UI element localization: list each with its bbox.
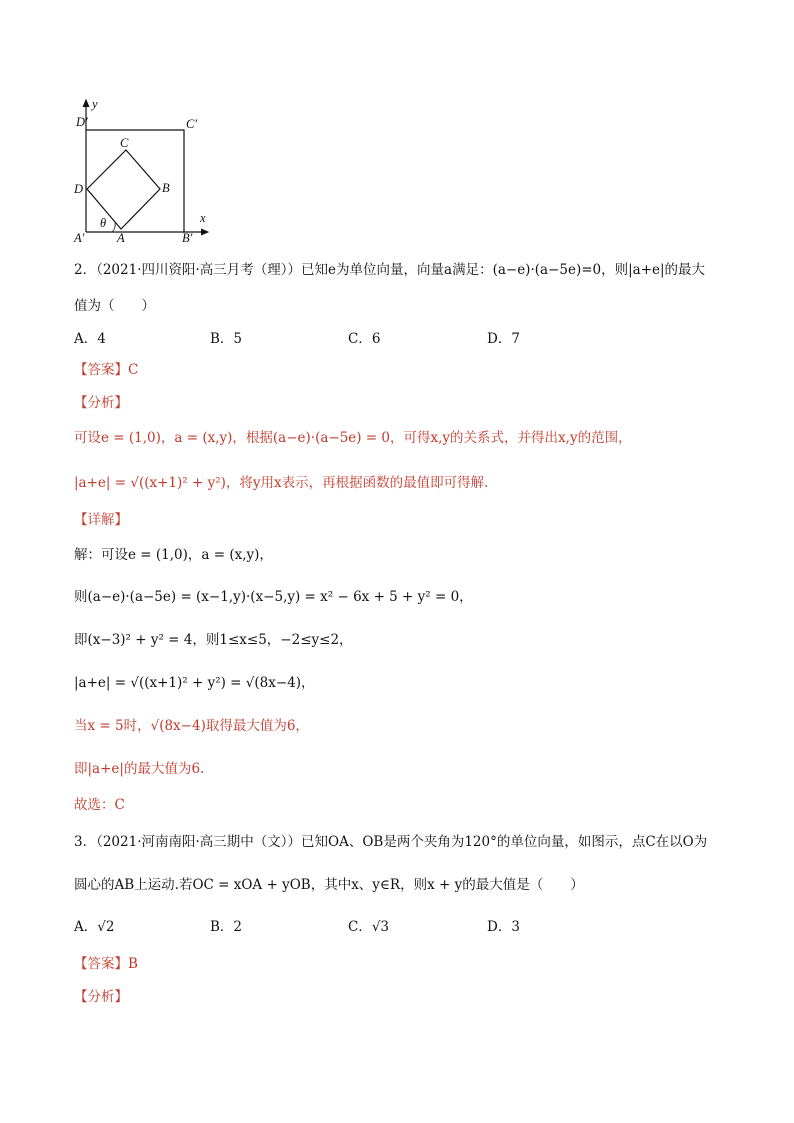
- label-A: A: [117, 231, 125, 245]
- q2-detail-line7: 故选：C: [74, 797, 125, 813]
- q2-detail-line3: 即(x−3)² + y² = 4，则1≤x≤5，−2≤y≤2，: [74, 632, 353, 648]
- q2-option-d: D．7: [487, 331, 520, 347]
- q2-option-b: B．5: [210, 331, 243, 347]
- q3-stem-line1: 3．（2021·河南南阳·高三期中（文））已知OA、OB是两个夹角为120°的单位向量，如图示，点C在以O为: [74, 834, 708, 850]
- geometry-figure: [60, 92, 230, 252]
- q3-analysis-tag: 【分析】: [74, 989, 128, 1005]
- inner-square: [87, 150, 160, 229]
- q2-detail-tag: 【详解】: [74, 512, 128, 528]
- q2-detail-line1: 解：可设e = (1,0)，a = (x,y)，: [74, 547, 273, 563]
- label-Dp: D′: [76, 115, 88, 129]
- q2-analysis-line2: |a+e| = √((x+1)² + y²)，将y用x表示，再根据函数的最值即可得解.: [74, 475, 489, 491]
- q3-option-d: D．3: [487, 919, 520, 935]
- label-Cp: C′: [186, 117, 198, 131]
- theta-arc: [112, 223, 115, 232]
- q2-option-c: C．6: [348, 331, 381, 347]
- q3-option-c: C．√3: [348, 919, 390, 935]
- q2-answer: 【答案】C: [74, 362, 139, 378]
- q2-detail-line6: 即|a+e|的最大值为6.: [74, 761, 205, 777]
- label-C: C: [120, 136, 129, 150]
- q2-detail-line4: |a+e| = √((x+1)² + y²) = √(8x−4)，: [74, 675, 315, 691]
- label-x: x: [200, 211, 206, 225]
- q3-option-a: A．√2: [74, 919, 115, 935]
- label-theta: θ: [100, 216, 107, 230]
- label-Ap: A′: [74, 231, 85, 245]
- q2-option-a: A．4: [74, 331, 106, 347]
- q2-analysis-tag: 【分析】: [74, 395, 128, 411]
- q2-analysis-line1: 可设e = (1,0)，a = (x,y)，根据(a−e)·(a−5e) = 0，可得x,y的关系式，并得出x,y的范围，: [74, 430, 632, 446]
- label-y: y: [92, 97, 98, 111]
- q3-answer: 【答案】B: [74, 956, 138, 972]
- q3-option-b: B．2: [210, 919, 243, 935]
- label-Bp: B′: [182, 231, 193, 245]
- label-D: D: [74, 182, 84, 196]
- q2-detail-line2: 则(a−e)·(a−5e) = (x−1,y)·(x−5,y) = x² − 6x + 5 + y² = 0，: [74, 589, 473, 605]
- label-B: B: [162, 181, 170, 195]
- q2-detail-line5: 当x = 5时，√(8x−4)取得最大值为6，: [74, 718, 309, 734]
- q3-stem-line2: 圆心的AB上运动.若OC = xOA + yOB，其中x、y∈R，则x + y的最大值是（ ）: [74, 877, 584, 893]
- q2-stem-line1: 2．（2021·四川资阳·高三月考（理））已知e为单位向量，向量a满足：(a−e)·(a−5e)=0，则|a+e|的最大: [74, 262, 706, 278]
- q2-stem-line2: 值为（ ）: [74, 298, 155, 314]
